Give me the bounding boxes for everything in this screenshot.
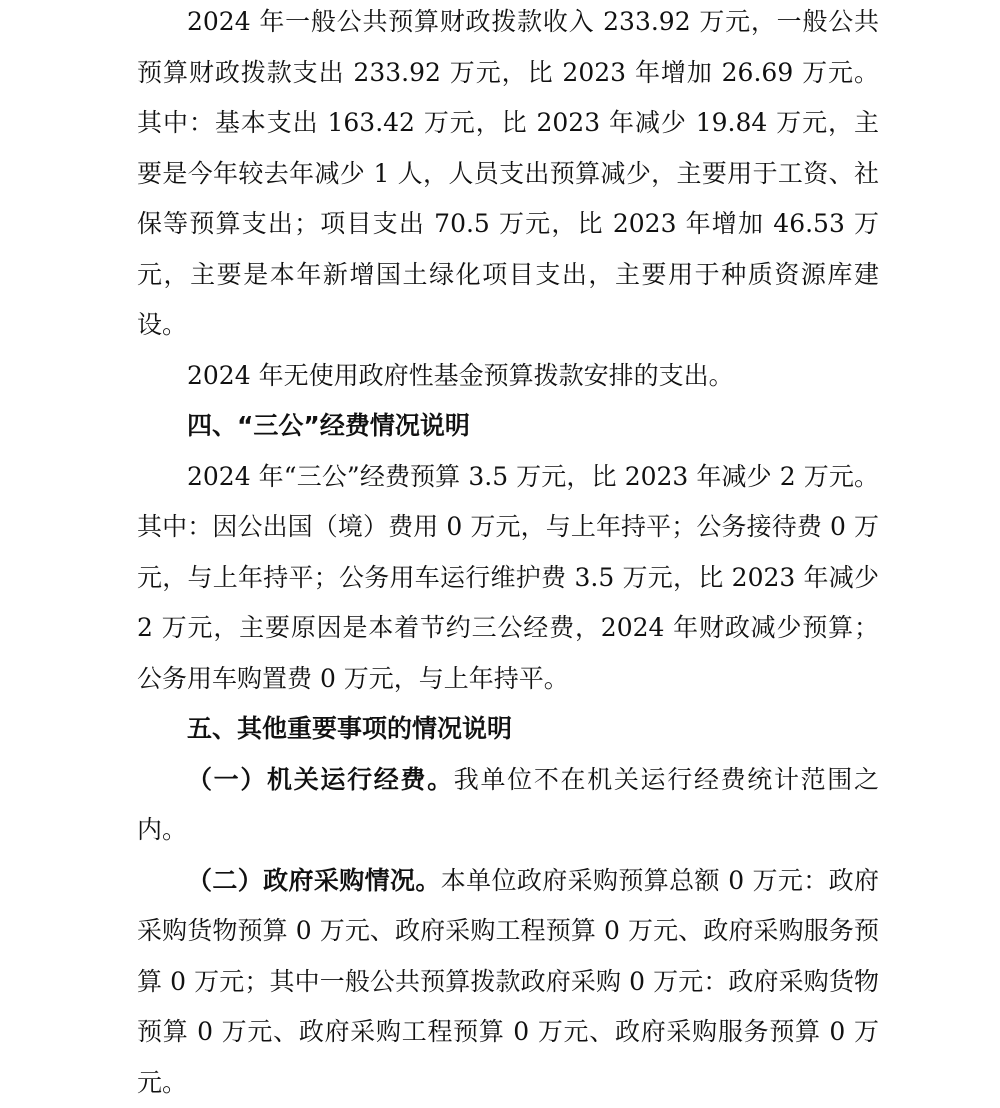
paragraph-agency-operating-costs xyxy=(137,755,879,856)
paragraph-three-public-funds: 2024 年“三公”经费预算 3.5 万元，比 2023 年减少 2 万元。其中：因公出国（境）费用 0 万元，与上年持平；公务接待费 0 万元，与上年持平；公务用车运行维护费 3.5 万元，比 2023 年减少 2 万元，主要原因是本着节约三公经费，2024 年财政减少预算；公务用车购置费 0 万元，与上年持平。 xyxy=(137,452,879,705)
document-body xyxy=(137,0,879,1108)
section-heading-other-matters: 五、其他重要事项的情况说明 xyxy=(137,704,879,755)
paragraph-government-fund: 2024 年无使用政府性基金预算拨款安排的支出。 xyxy=(137,351,879,402)
subheading-agency-operating-costs: （一）机关运行经费。 xyxy=(187,765,454,794)
paragraph-government-procurement xyxy=(137,856,879,1108)
subheading-government-procurement: （二）政府采购情况。 xyxy=(187,866,441,895)
text-government-procurement: 本单位政府采购预算总额 0 万元：政府采购货物预算 0 万元、政府采购工程预算 0 万元、政府采购服务预算 0 万元；其中一般公共预算拨款政府采购 0 万元：政府采购货物预算 0 万元、政府采购工程预算 0 万元、政府采购服务预算 0 万元。 xyxy=(137,866,879,1097)
text-agency-operating-costs: 我单位不在机关运行经费统计范围之内。 xyxy=(137,765,879,845)
paragraph-budget-income: 2024 年一般公共预算财政拨款收入 233.92 万元，一般公共预算财政拨款支出 233.92 万元，比 2023 年增加 26.69 万元。其中：基本支出 163.42 万元，比 2023 年减少 19.84 万元，主要是今年较去年减少 1 人，人员支出预算减少，主要用于工资、社保等预算支出；项目支出 70.5 万元，比 2023 年增加 46.53 万元，主要是本年新增国土绿化项目支出，主要用于种质资源库建设。 xyxy=(137,0,879,351)
section-heading-three-public-funds: 四、“三公”经费情况说明 xyxy=(137,401,879,452)
